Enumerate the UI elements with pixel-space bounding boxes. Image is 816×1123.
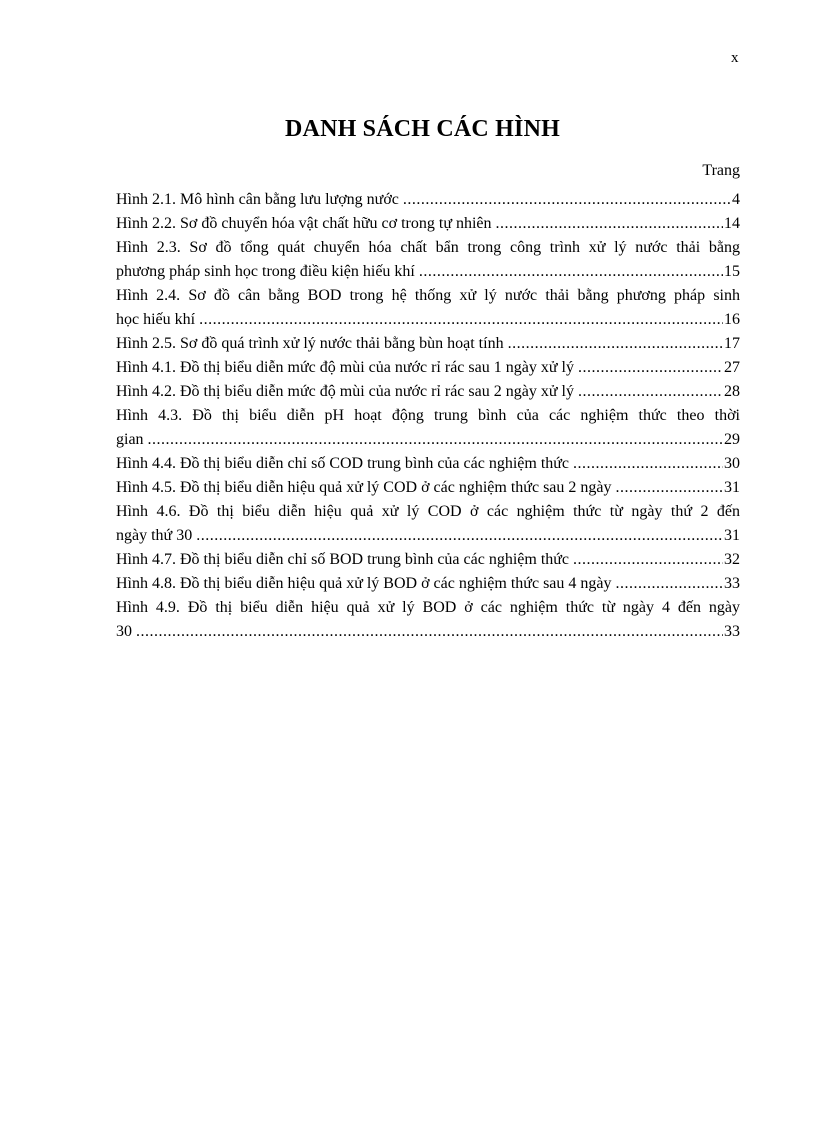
figure-entry-row xyxy=(116,548,740,572)
figure-entry-page: 28 xyxy=(724,383,740,400)
figure-entry-caption: 30 xyxy=(116,623,132,640)
figure-entry-caption: Hình 4.8. Đồ thị biểu diễn hiệu quả xử lý BOD ở các nghiệm thức sau 4 ngày xyxy=(116,575,612,592)
figure-entry-caption: phương pháp sinh học trong điều kiện hiếu khí xyxy=(116,263,415,280)
figure-entry-page: 31 xyxy=(724,527,740,544)
figure-entry-row xyxy=(116,572,740,596)
dot-leader xyxy=(578,380,723,404)
figure-list-entry[interactable] xyxy=(116,572,740,596)
figure-entry-row xyxy=(116,308,740,332)
dot-leader xyxy=(148,428,723,452)
figure-list-entry[interactable] xyxy=(116,236,740,284)
figure-entry-caption: Hình 4.7. Đồ thị biểu diễn chỉ số BOD trung bình của các nghiệm thức xyxy=(116,551,570,568)
figure-entry-row xyxy=(116,260,740,284)
figure-entry-caption: Hình 4.5. Đồ thị biểu diễn hiệu quả xử lý COD ở các nghiệm thức sau 2 ngày xyxy=(116,479,612,496)
dot-leader xyxy=(578,356,723,380)
figure-entry-caption: Hình 4.1. Đồ thị biểu diễn mức độ mùi của nước rỉ rác sau 1 ngày xử lý xyxy=(116,359,574,376)
dot-leader xyxy=(616,572,724,596)
dot-leader xyxy=(508,332,723,356)
figure-entry-page: 33 xyxy=(724,575,740,592)
dot-leader xyxy=(616,476,724,500)
dot-leader xyxy=(496,212,723,236)
figure-list-entry[interactable] xyxy=(116,212,740,236)
figure-entry-page: 32 xyxy=(724,551,740,568)
figure-entry-row xyxy=(116,380,740,404)
figure-entry-caption-line: Hình 2.3. Sơ đồ tổng quát chuyển hóa chất bẩn trong công trình xử lý nước thải bằng xyxy=(116,239,740,256)
figure-entry-page: 16 xyxy=(724,311,740,328)
dot-leader xyxy=(573,452,723,476)
figure-entry-row xyxy=(116,452,740,476)
figure-entry-caption-line: Hình 4.9. Đồ thị biểu diễn hiệu quả xử lý BOD ở các nghiệm thức từ ngày 4 đến ngày xyxy=(116,599,740,616)
figure-entry-caption-line: Hình 4.3. Đồ thị biểu diễn pH hoạt động trung bình của các nghiệm thức theo thời xyxy=(116,407,740,424)
figure-entry-caption: ngày thứ 30 xyxy=(116,527,193,544)
figure-list-entry[interactable] xyxy=(116,548,740,572)
figure-entry-row xyxy=(116,524,740,548)
figure-list-entry[interactable] xyxy=(116,356,740,380)
figure-entry-page: 14 xyxy=(724,215,740,232)
figure-entry-page: 30 xyxy=(724,455,740,472)
figure-list-entry[interactable] xyxy=(116,188,740,212)
figure-entry-caption: Hình 2.1. Mô hình cân bằng lưu lượng nước xyxy=(116,191,399,208)
figure-entry-row xyxy=(116,428,740,452)
dot-leader xyxy=(403,188,731,212)
figure-list xyxy=(116,188,740,644)
figure-entry-page: 33 xyxy=(724,623,740,640)
figure-entry-row xyxy=(116,356,740,380)
figure-entry-caption-line: Hình 2.4. Sơ đồ cân bằng BOD trong hệ thống xử lý nước thải bằng phương pháp sinh xyxy=(116,287,740,304)
dot-leader xyxy=(199,308,723,332)
figure-entry-row xyxy=(116,212,740,236)
figure-entry-page: 31 xyxy=(724,479,740,496)
figure-entry-page: 27 xyxy=(724,359,740,376)
figure-entry-row xyxy=(116,620,740,644)
dot-leader xyxy=(419,260,723,284)
page-number: x xyxy=(731,50,739,66)
figure-entry-caption-line: Hình 4.6. Đồ thị biểu diễn hiệu quả xử lý COD ở các nghiệm thức từ ngày thứ 2 đến xyxy=(116,503,740,520)
figure-entry-row xyxy=(116,332,740,356)
figure-entry-page: 17 xyxy=(724,335,740,352)
dot-leader xyxy=(573,548,723,572)
figure-entry-caption: gian xyxy=(116,431,144,448)
figure-entry-page: 4 xyxy=(732,191,740,208)
figure-entry-row xyxy=(116,188,740,212)
figure-entry-caption: Hình 4.2. Đồ thị biểu diễn mức độ mùi của nước rỉ rác sau 2 ngày xử lý xyxy=(116,383,574,400)
figure-entry-caption: Hình 4.4. Đồ thị biểu diễn chỉ số COD trung bình của các nghiệm thức xyxy=(116,455,570,472)
figure-list-entry[interactable] xyxy=(116,332,740,356)
page-column-label: Trang xyxy=(702,162,740,179)
figure-list-entry[interactable] xyxy=(116,596,740,644)
figure-entry-page: 15 xyxy=(724,263,740,280)
figure-entry-page: 29 xyxy=(724,431,740,448)
figure-list-entry[interactable] xyxy=(116,284,740,332)
figure-entry-caption: học hiếu khí xyxy=(116,311,196,328)
figure-entry-caption: Hình 2.5. Sơ đồ quá trình xử lý nước thải bằng bùn hoạt tính xyxy=(116,335,504,352)
figure-entry-row xyxy=(116,476,740,500)
figure-list-entry[interactable] xyxy=(116,476,740,500)
page-title: DANH SÁCH CÁC HÌNH xyxy=(285,116,560,142)
dot-leader xyxy=(136,620,723,644)
figure-entry-caption: Hình 2.2. Sơ đồ chuyển hóa vật chất hữu cơ trong tự nhiên xyxy=(116,215,492,232)
figure-list-entry[interactable] xyxy=(116,500,740,548)
figure-list-entry[interactable] xyxy=(116,380,740,404)
dot-leader xyxy=(196,524,723,548)
figure-list-entry[interactable] xyxy=(116,452,740,476)
figure-list-entry[interactable] xyxy=(116,404,740,452)
